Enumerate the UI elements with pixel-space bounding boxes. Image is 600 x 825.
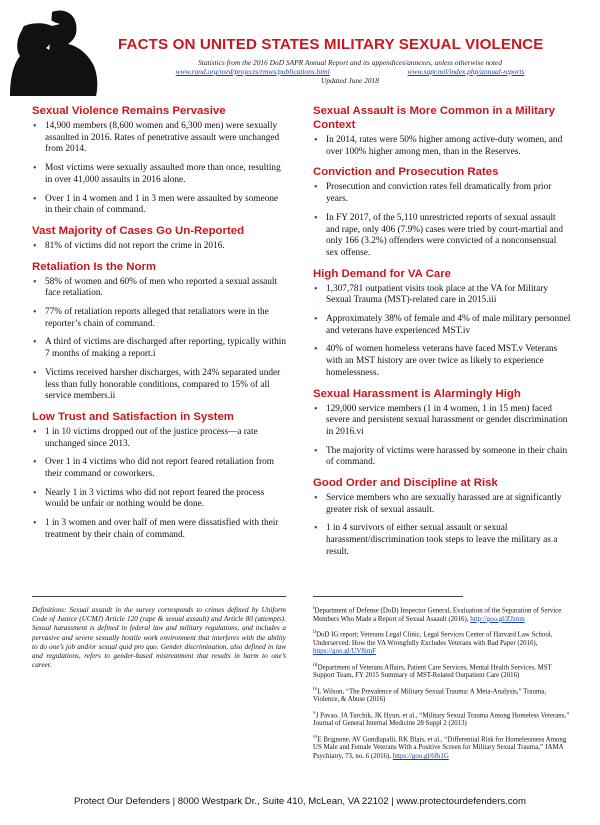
rand-link[interactable]: www.rand.org/nsrd/projects/rmws/publications.html	[175, 67, 330, 76]
endnote-number: iii	[313, 661, 318, 668]
section-heading: Good Order and Discipline at Risk	[313, 477, 498, 490]
section	[32, 410, 286, 542]
bullet-item: • Service members who are sexually harassed are at significantly greater risk of sexual assault.	[313, 493, 571, 516]
endnote	[313, 604, 573, 624]
bullet-item: • 1,307,781 outpatient visits took place at the VA for Military Sexual Trauma (MST)-related care in 2015.iii	[313, 284, 571, 307]
endnote	[313, 685, 573, 705]
bullet-item: • Approximately 38% of female and 4% of male military personnel and veterans have experienced MST.iv	[313, 314, 571, 337]
endnote-text: J Pavao, JA Turchik, JK Hyun, et al., “Military Sexual Trauma Among Homeless Veterans,” Journal of General Internal Medicine 28 Suppl 2 (2013)	[313, 711, 570, 728]
endnote-link[interactable]: https://goo.gl/UV8jmF	[313, 648, 376, 656]
bullet-item: • Most victims were sexually assaulted more than once, resulting in over 41,000 assaults in 2016 alone.	[32, 163, 286, 186]
bullet-item: • 58% of women and 60% of men who reported a sexual assault face retaliation.	[32, 277, 286, 300]
soldier-silhouettes-logo	[8, 4, 100, 96]
section	[313, 387, 571, 470]
endnote	[313, 628, 573, 657]
bullet-list	[32, 241, 286, 253]
left-column	[32, 104, 286, 549]
endnote-link[interactable]: http://goo.gl/ZJznm	[470, 615, 525, 623]
endnote-text: L Wilson, “The Prevalence of Military Sexual Trauma: A Meta-Analysis,” Trauma, Violence, & Abuse (2016)	[313, 687, 547, 704]
section	[32, 224, 286, 253]
bullet-item: • The majority of victims were harassed by someone in their chain of command.	[313, 446, 571, 469]
section-heading: Conviction and Prosecution Rates	[313, 166, 499, 179]
header	[0, 0, 600, 100]
bullet-item: • In 2014, rates were 50% higher among active-duty women, and over 100% higher among men, than in the Reserves.	[313, 135, 571, 158]
bullet-item: • 81% of victims did not report the crime in 2016.	[32, 241, 286, 253]
endnote-text: DoD IG report; Veterans Legal Clinic, Legal Services Center of Harvard Law School, Underserved: How the VA Wrongfully Excludes Veterans with Bad Paper (2016),	[313, 631, 553, 647]
section	[313, 104, 571, 158]
bullet-item: • In FY 2017, of the 5,110 unrestricted reports of sexual assault and rape, only 406 (7.9%) cases were tried by court-martial and only 166 (3.2%) offenders were convicted of a nonconsensual sex offense.	[313, 213, 571, 260]
section-heading: Sexual Violence Remains Pervasive	[32, 105, 226, 117]
endnote-text: E Brignone, AV Gundlapalli, RK Blais, et al., “Differential Risk for Homelessness Among US Male and Female Veterans With a Positive Screen for Military Sexual Trauma,” JAMA Psychiatry, 73, no. 6 (2016),	[313, 735, 567, 760]
section-heading: Vast Majority of Cases Go Un-Reported	[32, 224, 245, 237]
bullet-list	[32, 427, 286, 542]
bullet-item: • 1 in 4 survivors of either sexual assault or sexual harassment/discrimination took steps to leave the military as a result.	[313, 523, 571, 558]
endnote-link[interactable]: https://goo.gl/6fh1G	[392, 753, 449, 760]
bullet-list	[313, 182, 571, 259]
bullet-item: • Prosecution and conviction rates fell dramatically from prior years.	[313, 182, 571, 205]
footer: Protect Our Defenders | 8000 Westpark Dr., Suite 410, McLean, VA 22102 | www.protectourdefenders.com	[73, 796, 527, 807]
section	[313, 267, 571, 380]
endnote-number: iv	[313, 685, 318, 692]
section-heading: Retaliation Is the Norm	[32, 260, 157, 273]
bullet-list	[32, 121, 286, 217]
definitions-divider	[32, 596, 286, 597]
bullet-item: • 14,900 members (8,600 women and 6,300 men) were sexually assaulted in 2016. Rates of penetrative assault were unchanged from 2014.	[32, 121, 286, 156]
source-line: Statistics from the 2016 DoD SAPR Annual Report and its appendices/annexes, unless otherwise noted	[198, 58, 502, 67]
bullet-item: • Over 1 in 4 women and 1 in 3 men were assaulted by someone in their chain of command.	[32, 194, 286, 217]
bullet-item: • Victims received harsher discharges, with 24% separated under less than fully honorable conditions, compared to 15% of all service members.ii	[32, 368, 286, 403]
endnote-number: i	[313, 605, 315, 611]
bullet-item: • Nearly 1 in 3 victims who did not report feared the process would be unfair or nothing would be done.	[32, 488, 286, 511]
bullet-list	[313, 404, 571, 470]
bullet-list	[313, 493, 571, 559]
source-links	[130, 67, 570, 76]
section	[32, 104, 286, 217]
bullet-item: • A third of victims are discharged after reporting, typically within 7 months of making a report.i	[32, 337, 286, 360]
page-title: FACTS ON UNITED STATES MILITARY SEXUAL VIOLENCE	[118, 36, 544, 53]
section-heading: Sexual Harassment is Alarmingly High	[313, 387, 521, 400]
endnote-number: v	[313, 709, 316, 716]
endnote-number: ii	[313, 628, 317, 635]
endnote	[313, 661, 573, 681]
endnote-number: vi	[313, 733, 318, 740]
endnote	[313, 733, 573, 762]
bullet-item: • Over 1 in 4 victims who did not report feared retaliation from their command or coworkers.	[32, 457, 286, 480]
endnote	[313, 709, 573, 729]
section-heading: Sexual Assault is More Common in a Military Context	[313, 105, 556, 131]
sapr-link[interactable]: www.sapr.mil/index.php/annual-reports	[407, 67, 525, 76]
bullet-item: • 129,000 service members (1 in 4 women, 1 in 15 men) faced severe and persistent sexual harassment or gender discrimination in 2016.vi	[313, 404, 571, 439]
bullet-item: • 1 in 3 women and over half of men were dissatisfied with their treatment by their chain of command.	[32, 518, 286, 541]
endnotes-divider	[313, 596, 463, 597]
endnote-text: Department of Veterans Affairs, Patient Care Services, Mental Health Services, MST Support Team, FY 2015 Summary of MST-Related Outpatient Care (2016)	[313, 663, 552, 680]
bullet-list	[313, 284, 571, 380]
endnote-text: Department of Defense (DoD) Inspector General, Evaluation of the Separation of Service Members Who Made a Report of Sexual Assault (2016),	[313, 607, 562, 623]
endnotes	[313, 604, 573, 765]
section-heading: Low Trust and Satisfaction in System	[32, 410, 234, 423]
section-heading: High Demand for VA Care	[313, 267, 451, 280]
bullet-list	[32, 277, 286, 403]
bullet-item: • 1 in 10 victims dropped out of the justice process—a rate unchanged since 2013.	[32, 427, 286, 450]
updated-date: Updated June 2018	[321, 76, 379, 85]
bullet-item: • 40% of women homeless veterans have faced MST.v Veterans with an MST history are over twice as likely to experience homelessness.	[313, 344, 571, 379]
definitions-text: Definitions: Sexual assault in the survey corresponds to crimes defined by Uniform Code of Justice (UCMJ) Article 120 (rape & sexual assault) and Article 80 (attempts). Sexual harassment is defined in federal law and military regulations, and includes a pervasive and severe sexually hostile work environment that interferes with the ability to do one’s job and/or sexual quid pro quo. Gender discrimination, also defined in law and regulations, refers to gender-based mistreatment that results in harm to one’s career.	[32, 606, 286, 670]
section	[313, 476, 571, 559]
section	[313, 165, 571, 259]
section	[32, 260, 286, 403]
right-column	[313, 104, 571, 566]
bullet-item: • 77% of retaliation reports alleged that retaliators were in the reporter’s chain of command.	[32, 307, 286, 330]
bullet-list	[313, 135, 571, 158]
